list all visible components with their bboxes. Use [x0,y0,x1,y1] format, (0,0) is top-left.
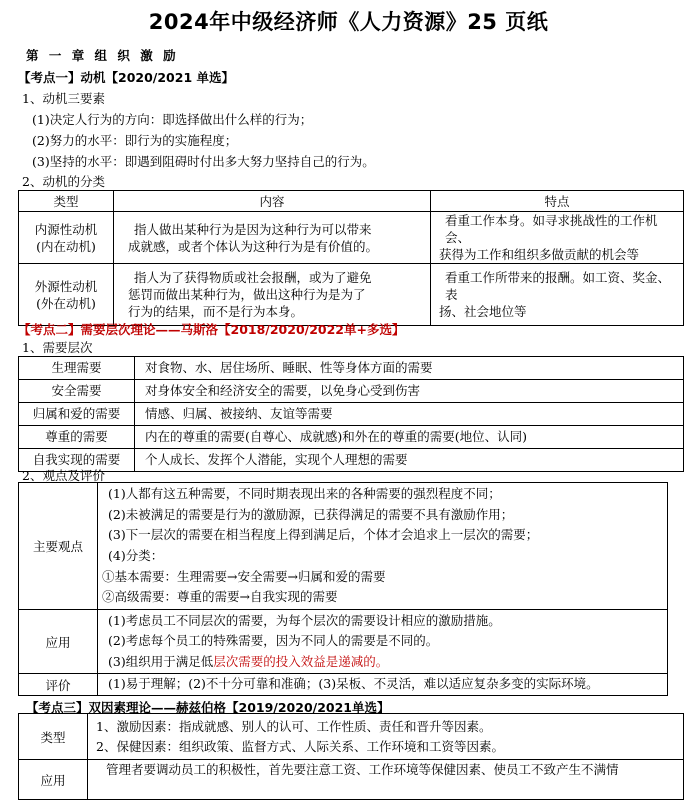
need-level-name: 自我实现的需要 [19,449,135,472]
subheading-needs-levels: 1、需要层次 [22,340,93,355]
apply-item: (1)考虑员工不同层次的需要，为每个层次的需要设计相应的激励措施。 [108,612,501,628]
table-row [19,380,684,403]
table-cell [98,610,668,674]
motivation-types-table [18,190,684,326]
views-evaluation-table [18,482,668,696]
type-item: 1、激励因素：指成就感、别人的认可、工作性质、责任和晋升等因素。 [96,718,492,734]
table-cell [114,264,431,326]
cell-line: 行为的结果，而不是行为本身。 [128,304,304,319]
apply-item [102,652,663,673]
column-header: 类型 [19,191,114,212]
view-item: ②高级需要：尊重的需要→自我实现的需要 [102,589,338,605]
table-cell [114,212,431,264]
table-row [19,264,684,326]
need-level-desc: 个人成长、发挥个人潜能，实现个人理想的需要 [135,449,684,472]
cell-line: 内源性动机 [34,221,98,237]
row-label: 类型 [19,714,88,760]
table-row [19,610,668,674]
two-factor-table [18,713,684,800]
view-item: (3)下一层次的需要在相当程度上得到满足后，个体才会追求上一层次的需要； [108,527,539,543]
table-row [19,212,684,264]
view-item: (2)未被满足的需要是行为的激励源，已获得满足的需要不具有激励作用； [108,506,514,522]
table-row [19,483,668,610]
subheading-motivation-types: 2、动机的分类 [22,174,105,189]
row-label: 应用 [19,760,88,800]
row-label: 评价 [19,674,98,696]
row-label: 主要观点 [19,483,98,610]
view-item: ①基本需要：生理需要→安全需要→归属和爱的需要 [102,568,386,584]
needs-hierarchy-table [18,356,684,472]
table-cell [98,674,668,696]
section-heading-kd2: 【考点二】需要层次理论——马斯洛【2018/2020/2022单+多选】 [18,322,405,337]
view-item: (1)人都有这五种需要，不同时期表现出来的各种需要的强烈程度不同； [108,486,501,502]
table-cell [88,760,684,800]
cell-line: 指人做出某种行为是因为这种行为可以带来 [134,221,372,237]
apply-text: 管理者要调动员工的积极性，首先要注意工资、工作环境等保健因素、使员工不致产生不满情 [106,762,619,777]
cell-line: 成就感，或者个体认为这种行为是有价值的。 [128,238,379,254]
table-row [19,674,668,696]
list-item: (3)坚持的水平：即遇到阻碍时付出多大努力坚持自己的行为。 [32,154,375,169]
column-header: 内容 [114,191,431,212]
apply-item: (2)考虑每个员工的特殊需要，因为不同人的需要是不同的。 [108,633,439,649]
need-level-name: 尊重的需要 [19,426,135,449]
table-row [19,449,684,472]
apply-text-highlight: 层次需要的投入效益是递减的。 [213,653,389,669]
type-item: 2、保健因素：组织政策、监督方式、人际关系、工作环境和工资等因素。 [96,738,504,754]
page-title: 2024年中级经济师《人力资源》25 页纸 [148,10,549,34]
row-label: 应用 [19,610,98,674]
cell-line: 外源性动机 [34,278,98,294]
cell-line: (外在动机) [36,295,96,311]
table-cell [88,714,684,760]
cell-line: 获得为工作和组织多做贡献的机会等 [439,247,640,262]
list-item: (1)决定人行为的方向：即选择做出什么样的行为； [32,112,313,127]
need-level-desc: 对食物、水、居住场所、睡眠、性等身体方面的需要 [135,357,684,380]
table-row [19,357,684,380]
subheading-motivation-elements: 1、动机三要素 [22,91,105,106]
need-level-name: 生理需要 [19,357,135,380]
need-level-desc: 内在的尊重的需要(自尊心、成就感)和外在的尊重的需要(地位、认同) [135,426,684,449]
need-level-name: 安全需要 [19,380,135,403]
chapter-heading: 第 一 章 组 织 激 励 [26,48,179,63]
cell-line: (内在动机) [36,238,96,254]
view-item: (4)分类： [108,548,164,563]
cell-line: 指人为了获得物质或社会报酬，或为了避免 [134,270,372,285]
need-level-name: 归属和爱的需要 [19,403,135,426]
list-item: (2)努力的水平：即行为的实施程度； [32,133,238,148]
table-cell [98,483,668,610]
apply-text: (3)组织用于满足低 [108,653,214,669]
table-header-row [19,191,684,212]
cell-line: 看重工作所带来的报酬。如工资、奖金、表 [445,270,671,302]
need-level-desc: 对身体安全和经济安全的需要，以免身心受到伤害 [135,380,684,403]
eval-text: (1)易于理解；(2)不十分可靠和准确；(3)呆板、不灵活，难以适应复杂多变的实际环境。 [108,676,599,692]
cell-line: 惩罚而做出某种行为，做出这种行为是为了 [128,287,366,302]
subheading-views-evaluation: 2、观点及评价 [22,468,105,483]
table-cell [19,264,114,326]
section-heading-kd3: 【考点三】双因素理论——赫兹伯格【2019/2020/2021单选】 [26,700,390,715]
cell-line: 扬、社会地位等 [439,304,527,319]
column-header: 特点 [431,191,684,212]
cell-line: 看重工作本身。如寻求挑战性的工作机会、 [445,213,658,245]
table-cell [431,212,684,264]
table-row [19,403,684,426]
table-row [19,760,684,800]
section-heading-kd1: 【考点一】动机【2020/2021 单选】 [18,70,234,85]
table-cell [431,264,684,326]
need-level-desc: 情感、归属、被接纳、友谊等需要 [135,403,684,426]
table-row [19,714,684,760]
table-row [19,426,684,449]
table-cell [19,212,114,264]
